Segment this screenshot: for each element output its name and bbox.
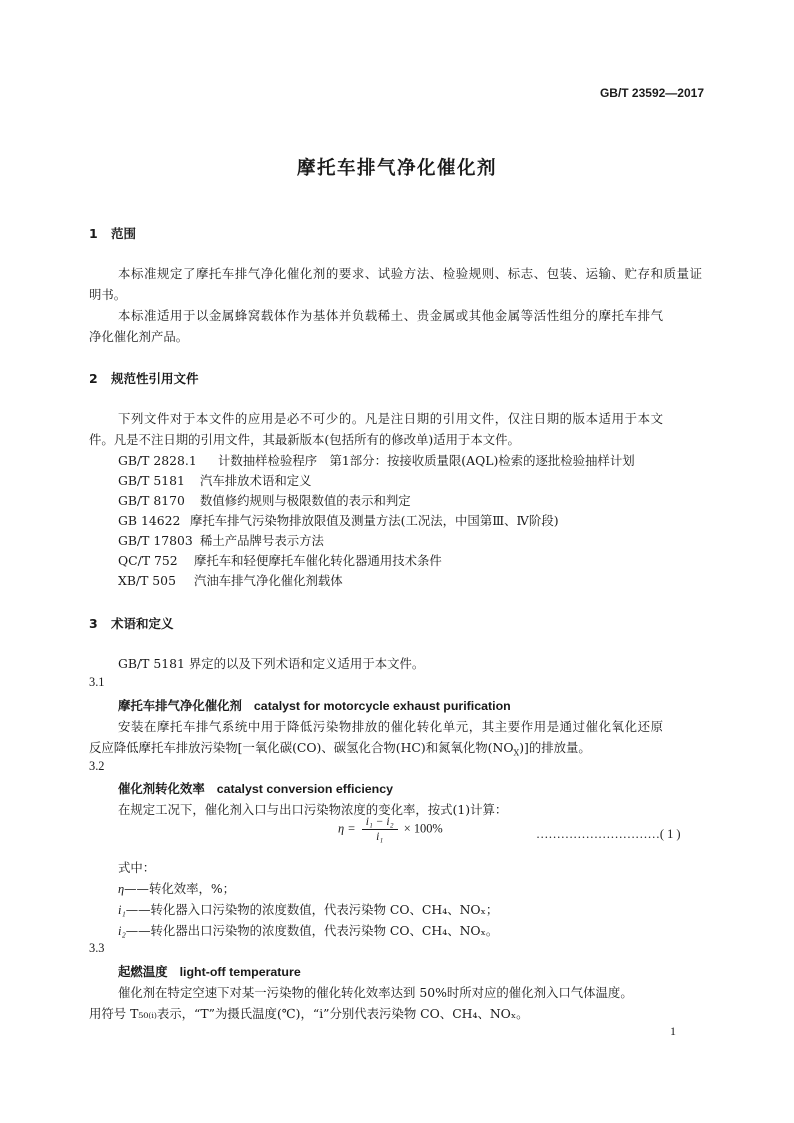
term-en: light-off temperature [179, 965, 301, 979]
paragraph-line: 下列文件对于本文件的应用是必不可少的。凡是注日期的引用文件，仅注日期的版本适用于本文 [118, 411, 664, 426]
reference-item [118, 451, 635, 469]
paragraph-line: 件。凡是不注日期的引用文件，其最新版本(包括所有的修改单)适用于本文件。 [89, 432, 520, 447]
term-number: 3.1 [89, 675, 105, 689]
paragraph-line: 本标准适用于以金属蜂窝载体作为基体并负载稀土、贵金属或其他金属等活性组分的摩托车排气 [118, 308, 664, 323]
reference-title: 摩托车排气污染物排放限值及测量方法(工况法，中国第Ⅲ、Ⅳ阶段) [190, 513, 559, 528]
section-number: 2 [89, 371, 98, 386]
page-number: 1 [670, 1024, 676, 1038]
fraction-numerator: i₁ − i₂ [362, 816, 398, 830]
fraction-denominator: i₁ [376, 831, 384, 843]
reference-item [118, 571, 343, 589]
reference-item [118, 471, 312, 489]
term-number: 3.2 [89, 759, 105, 773]
reference-code: XB/T 505 [118, 573, 176, 588]
section-number: 3 [89, 616, 98, 631]
variable-definition [118, 900, 498, 918]
where-label: 式中： [118, 860, 156, 875]
reference-title: 数值修约规则与极限数值的表示和判定 [200, 493, 411, 508]
reference-code: QC/T 752 [118, 553, 178, 568]
reference-code: GB/T 5181 [118, 473, 185, 488]
reference-item [118, 511, 559, 529]
term-number: 3.3 [89, 941, 105, 955]
term-en: catalyst for motorcycle exhaust purification [253, 699, 511, 713]
equation-number: …………………………( 1 ) [536, 827, 681, 841]
formula-lhs: η = [338, 821, 356, 836]
variable-definition [118, 921, 498, 939]
reference-title: 计数抽样检验程序 第1部分：按接收质量限(AQL)检索的逐批检验抽样计划 [218, 453, 635, 468]
paragraph-line: 明书。 [89, 287, 127, 302]
reference-title: 汽车排放术语和定义 [200, 473, 312, 488]
reference-title: 摩托车和轻便摩托车催化转化器通用技术条件 [194, 553, 442, 568]
term-zh: 摩托车排气净化催化剂 [118, 698, 242, 713]
definition-line: 催化剂在特定空速下对某一污染物的催化转化效率达到 50%时所对应的催化剂入口气体温度。 [118, 985, 633, 1000]
reference-item [118, 531, 324, 549]
variable-symbol: η [118, 882, 125, 896]
term-zh: 催化剂转化效率 [118, 781, 205, 796]
reference-code: GB/T 17803 [118, 533, 193, 548]
section-3-heading [89, 614, 174, 632]
paragraph-line: 本标准规定了摩托车排气净化催化剂的要求、试验方法、检验规则、标志、包装、运输、贮存和质量证 [118, 266, 703, 281]
term-heading [118, 779, 393, 797]
formula-rhs: × 100% [403, 821, 443, 836]
section-2-heading [89, 369, 199, 387]
reference-item [118, 551, 442, 569]
reference-title: 汽油车排气净化催化剂载体 [194, 573, 343, 588]
term-zh: 起燃温度 [118, 964, 168, 979]
reference-item [118, 491, 411, 509]
variable-symbol: i₁ [118, 903, 126, 917]
definition-line: 用符号 T₅₀₍ᵢ₎表示，“T”为摄氏温度(℃)，“i”分别代表污染物 CO、CH₄、NOₓ。 [89, 1006, 529, 1021]
definition-line: 在规定工况下，催化剂入口与出口污染物浓度的变化率，按式(1)计算： [118, 802, 508, 817]
fraction [362, 816, 398, 843]
definition-text: 反应降低摩托车排放污染物[一氧化碳(CO)、碳氢化合物(HC)和氮氧化物(NO [89, 740, 514, 755]
document-title: 摩托车排气净化催化剂 [296, 158, 497, 179]
reference-code: GB 14622 [118, 513, 181, 528]
reference-code: GB/T 8170 [118, 493, 185, 508]
variable-symbol: i₂ [118, 924, 126, 938]
term-en: catalyst conversion efficiency [216, 782, 394, 796]
reference-title: 稀土产品牌号表示方法 [200, 533, 324, 548]
paragraph-line: 净化催化剂产品。 [89, 329, 189, 344]
variable-desc: ——转化器入口污染物的浓度数值，代表污染物 CO、CH₄、NOₓ； [125, 902, 499, 917]
paragraph-line: GB/T 5181 界定的以及下列术语和定义适用于本文件。 [118, 656, 425, 671]
subscript: X [513, 748, 520, 758]
variable-definition [118, 879, 235, 897]
section-number: 1 [89, 226, 98, 241]
section-title: 规范性引用文件 [111, 371, 199, 386]
term-heading [118, 696, 511, 714]
section-1-heading [89, 224, 136, 242]
section-title: 范围 [111, 226, 137, 241]
term-heading [118, 962, 301, 980]
section-title: 术语和定义 [111, 616, 174, 631]
standard-code: GB/T 23592—2017 [599, 86, 704, 100]
definition-line: 安装在摩托车排气系统中用于降低污染物排放的催化转化单元，其主要作用是通过催化氧化还原 [118, 719, 664, 734]
variable-desc: ——转化效率，%； [124, 881, 236, 896]
variable-desc: ——转化器出口污染物的浓度数值，代表污染物 CO、CH₄、NOₓ。 [125, 923, 499, 938]
definition-line [89, 738, 591, 757]
reference-code: GB/T 2828.1 [118, 453, 197, 468]
formula [338, 816, 443, 843]
definition-text: )]的排放量。 [519, 740, 591, 755]
